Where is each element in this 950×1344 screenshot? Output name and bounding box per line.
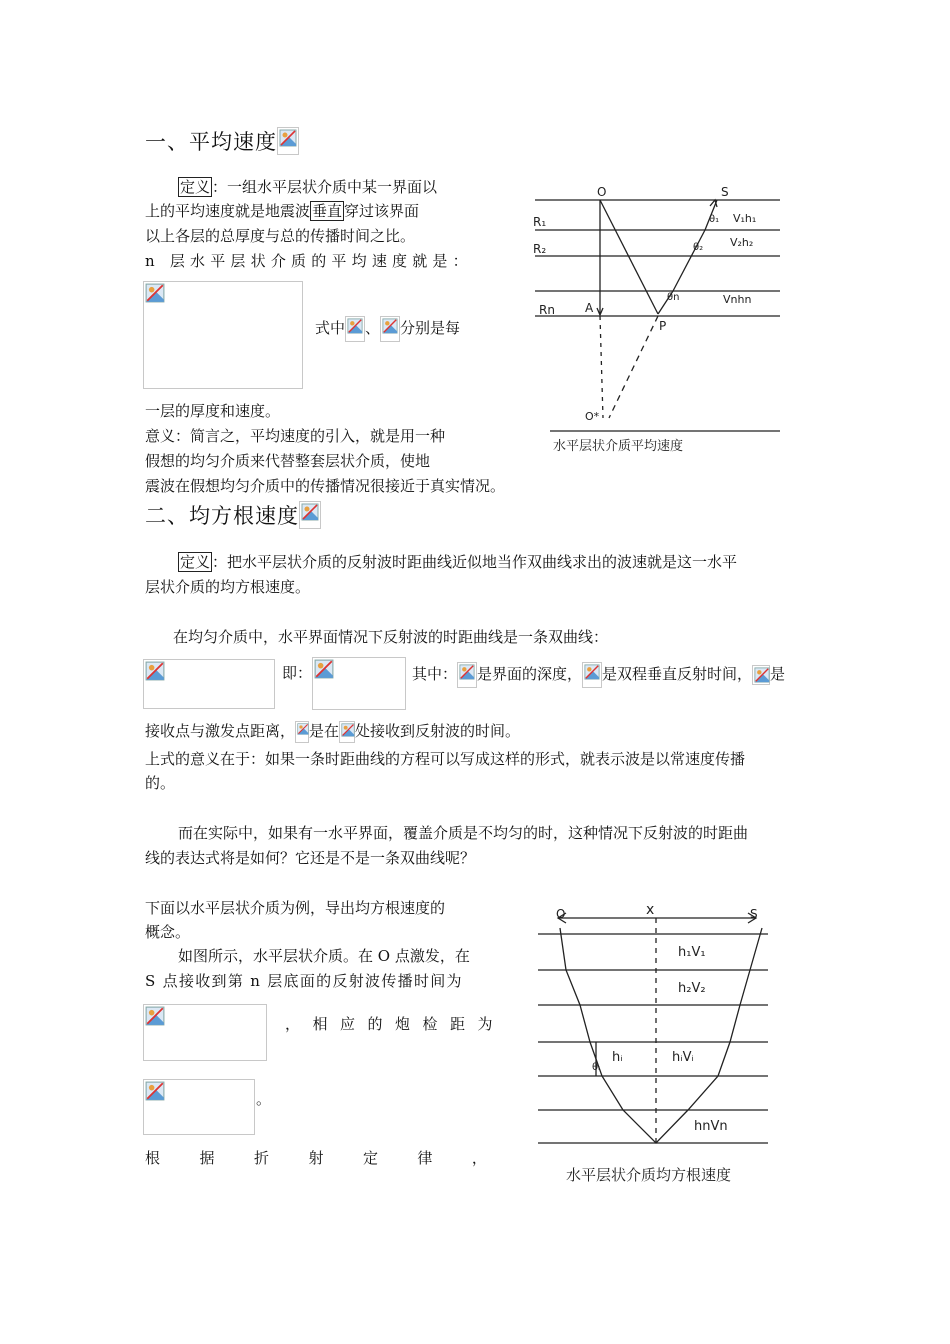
fig2-label-x: x: [646, 902, 655, 918]
fig2-label-hnvn: hnVn: [694, 1119, 728, 1134]
fig1-label-r1: R₁: [533, 215, 547, 229]
ray-path: [560, 928, 762, 1143]
fig1-label-v2h2: V₂h₂: [730, 236, 754, 249]
para2-line-a: 而在实际中，如果有一水平界面，覆盖介质是不均匀的时，这种情况下反射波的时距曲: [178, 824, 749, 842]
broken-image-icon: [752, 665, 770, 685]
broken-image-icon: [299, 501, 321, 529]
offset-formula-image: [143, 1079, 255, 1135]
fig1-label-thetan: θn: [667, 292, 680, 303]
broken-image-icon: [457, 662, 477, 688]
broken-image-icon: [295, 721, 309, 743]
fig2-label-hivi: hᵢVᵢ: [672, 1050, 694, 1065]
fig1-label-theta2: θ₂: [693, 242, 704, 253]
para4-line-c: ，相应的炮检距为: [285, 1015, 506, 1033]
broken-image-icon: [339, 721, 355, 743]
eq-note-ji: 即：: [282, 664, 313, 682]
boxed-term-vertical: 垂直: [312, 202, 343, 220]
para5-justified-line: 根 据 折 射 定 律 ，: [145, 1149, 487, 1167]
para4-line-a: 如图所示，水平层状介质。在 O 点激发，在: [178, 947, 470, 965]
eq-note-line: 其中： 是界面的深度， 是双程垂直反射时间， 是: [412, 662, 785, 688]
section1-heading: 一、平均速度: [145, 126, 299, 156]
def2-line-a: 定义 ：把水平层状介质的反射波时距曲线近似地当作双曲线求出的波速就是这一水平: [180, 553, 738, 571]
broken-image-icon: [582, 662, 602, 688]
fig2-label-thetai: θᵢ: [592, 1062, 600, 1073]
def1-line-b: 上的平均速度就是地震波 垂直 穿过该界面: [145, 202, 420, 220]
broken-image-icon: [314, 659, 334, 679]
fig1-label-a: A: [585, 301, 594, 315]
virtual-vertical-dashed: [600, 316, 603, 418]
para4-line-b: S 点接收到第 n 层底面的反射波传播时间为: [145, 972, 463, 990]
hyperbola-equation-image: [143, 659, 275, 709]
incident-ray: [600, 200, 658, 314]
fig2-label-h2v2: h₂V₂: [678, 981, 706, 996]
def1-line-c: 以上各层的总厚度与总的传播时间之比。: [145, 227, 416, 245]
fig1-label-r2: R₂: [533, 242, 547, 256]
fig1-label-virtual-o: O*: [585, 410, 600, 423]
def2-line-b: 层状介质的均方根速度。: [145, 578, 311, 596]
broken-image-icon: [145, 1006, 165, 1026]
fig1-label-v1h1: V₁h₁: [733, 212, 757, 225]
average-velocity-diagram: [525, 178, 795, 458]
broken-image-icon: [345, 316, 365, 342]
hyperbola-equation-alt-image: [312, 657, 406, 710]
fig1-caption: 水平层状介质平均速度: [553, 439, 684, 454]
definition-label: 定义: [180, 553, 211, 571]
broken-image-icon: [277, 127, 299, 155]
arrow-up-icon: [710, 200, 717, 207]
para1: 在均匀介质中，水平界面情况下反射波的时距曲线是一条双曲线：: [173, 628, 609, 646]
def1-line-a: 定义 ：一组水平层状介质中某一界面以: [180, 178, 438, 196]
fig1-label-o: O: [597, 185, 607, 199]
receiver-line: 接收点与激发点距离， 是在 处接收到反射波的时间。: [145, 720, 520, 743]
para3-line-b: 概念。: [145, 923, 191, 941]
fig2-caption: 水平层状介质均方根速度: [566, 1166, 732, 1184]
travel-time-formula-image: [143, 1004, 267, 1061]
meaning1-line-b: 假想的均匀介质来代替整套层状介质，使地: [145, 452, 431, 470]
reflected-ray-mid: [673, 230, 705, 291]
formula-note: 式中 、 分别是每: [315, 316, 460, 342]
virtual-ray-dashed: [609, 316, 658, 418]
fig2-label-hi: hᵢ: [612, 1050, 623, 1065]
meaning1-line-a: 意义：简言之，平均速度的引入，就是用一种: [145, 427, 446, 445]
meaning1-line-c: 震波在假想均匀介质中的传播情况很接近于真实情况。: [145, 477, 506, 495]
rms-velocity-diagram: [528, 898, 778, 1203]
fig1-label-rn: Rn: [539, 303, 555, 317]
meaning2-line-a: 上式的意义在于：如果一条时距曲线的方程可以写成这样的形式，就表示波是以常速度传播: [145, 750, 746, 768]
para3-line-a: 下面以水平层状介质为例，导出均方根速度的: [145, 899, 446, 917]
para2-line-b: 线的表达式将是如何？它还是不是一条双曲线呢？: [145, 849, 476, 867]
fig2-label-s: S: [750, 907, 758, 921]
fig1-label-p: P: [659, 319, 667, 333]
broken-image-icon: [145, 661, 165, 681]
fig2-label-o: O: [556, 907, 566, 921]
def1-line-d: n 层水平层状介质的平均速度就是：: [145, 252, 473, 270]
definition-label: 定义: [180, 178, 211, 196]
para4-line-d: 。: [256, 1090, 272, 1108]
fig1-label-s: S: [721, 185, 729, 199]
broken-image-icon: [145, 1081, 165, 1101]
def1-line-e: 一层的厚度和速度。: [145, 402, 281, 420]
fig1-label-theta1: θ₁: [709, 214, 720, 225]
broken-image-icon: [145, 283, 165, 303]
fig1-label-vnhn: Vnhn: [723, 293, 752, 306]
section2-heading: 二、均方根速度: [145, 500, 321, 530]
formula-average-velocity-image: [143, 281, 303, 389]
fig2-label-h1v1: h₁V₁: [678, 945, 706, 960]
broken-image-icon: [380, 316, 400, 342]
meaning2-line-b: 的。: [145, 774, 176, 792]
